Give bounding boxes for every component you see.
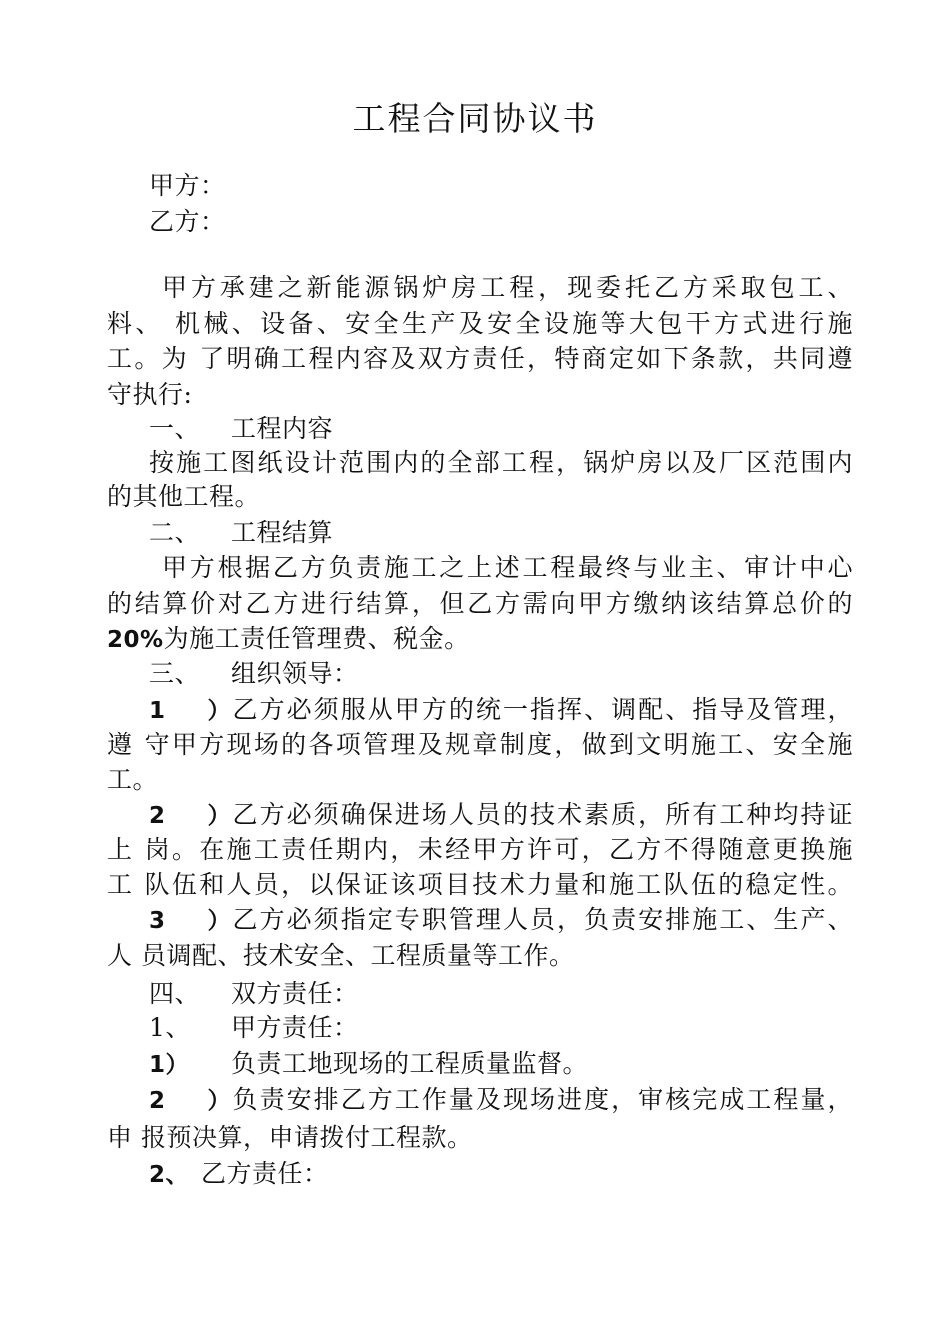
party-b-responsibilities-title: 乙方责任： [201,1159,329,1188]
section-3-heading [149,656,895,692]
party-a-item-1-number: 1） [149,1052,190,1078]
section-3-item-1-number: 1） [149,698,231,724]
section-3-item-2-first-line [149,797,853,834]
section-3-item-3-line-2: 人 员调配、技术安全、工程质量等工作。 [107,941,575,970]
section-2-number: 二、 [149,518,201,547]
management-fee-rate: 20% [107,627,164,653]
section-1-heading [149,411,895,447]
section-3-item-2-line-3: 工 队伍和人员，以保证该项目技术力量和施工队伍的稳定性。 [107,870,853,899]
party-a-item-2-number: 2） [149,1088,231,1114]
section-3-item-2-line-2: 上 岗。在施工责任期内，未经甲方许可，乙方不得随意更换施 [107,835,853,864]
party-b-responsibilities-heading [149,1156,895,1193]
party-b-responsibilities-number: 2、 [149,1162,190,1188]
section-3-item-3-number: 3） [149,908,231,934]
section-1-title: 工程内容 [231,414,334,443]
section-2-title: 工程结算 [231,518,334,547]
intro-line-2: 料、 机械、设备、安全生产及安全设施等大包干方式进行施 [107,309,853,338]
section-1-body-line-1: 按施工图纸设计范围内的全部工程，锅炉房以及厂区范围内 [149,448,853,477]
section-4-number: 四、 [149,979,201,1008]
section-3-item-3-text: 乙方必须指定专职管理人员，负责安排施工、生产、 [231,905,853,934]
intro-line-3: 工。为 了明确工程内容及双方责任，特商定如下条款，共同遵 [107,344,853,373]
section-3-item-1-text: 乙方必须服从甲方的统一指挥、调配、指导及管理， [231,695,853,724]
party-a-responsibilities-title: 甲方责任： [231,1013,359,1042]
party-a-label: 甲方： [149,171,226,200]
section-3-item-1-line-2: 遵 守甲方现场的各项管理及规章制度，做到文明施工、安全施 [107,730,853,759]
section-3-item-3-first-line [149,902,853,939]
party-a-item-1 [149,1046,895,1083]
party-b-label: 乙方： [149,207,226,236]
management-fee-text: 为施工责任管理费、税金。 [163,624,470,653]
section-2-body-line-2: 的结算价对乙方进行结算，但乙方需向甲方缴纳该结算总价的 [107,589,853,618]
section-2-heading [149,515,895,551]
section-1-number: 一、 [149,414,201,443]
party-a-item-2-first-line [149,1082,853,1119]
section-3-number: 三、 [149,659,201,688]
intro-line-4: 守执行: [107,380,193,409]
section-3-item-2-number: 2） [149,803,231,829]
section-3-item-2-text: 乙方必须确保进场人员的技术素质，所有工种均持证 [231,800,853,829]
intro-line-1: 甲方承建之新能源锅炉房工程，现委托乙方采取包工、 [162,273,853,302]
party-a-responsibilities-number: 1、 [149,1013,191,1042]
party-a-item-2-text: 负责安排乙方工作量及现场进度，审核完成工程量， [231,1085,853,1114]
section-2-body-line-3 [107,621,853,658]
section-2-body-line-1: 甲方根据乙方负责施工之上述工程最终与业主、审计中心 [162,553,853,582]
section-1-body-line-2: 的其他工程。 [107,482,261,511]
section-4-heading [149,976,895,1012]
party-a-item-1-text: 负责工地现场的工程质量监督。 [231,1049,589,1078]
section-4-title: 双方责任： [231,979,359,1008]
document-title: 工程合同协议书 [352,99,598,138]
party-a-item-2-line-2: 申 报预决算，申请拨付工程款。 [107,1123,473,1152]
section-3-item-1-line-3: 工。 [107,765,159,794]
party-a-responsibilities-heading [149,1010,895,1046]
section-3-item-1-first-line [149,692,853,729]
section-3-title: 组织领导： [231,659,359,688]
